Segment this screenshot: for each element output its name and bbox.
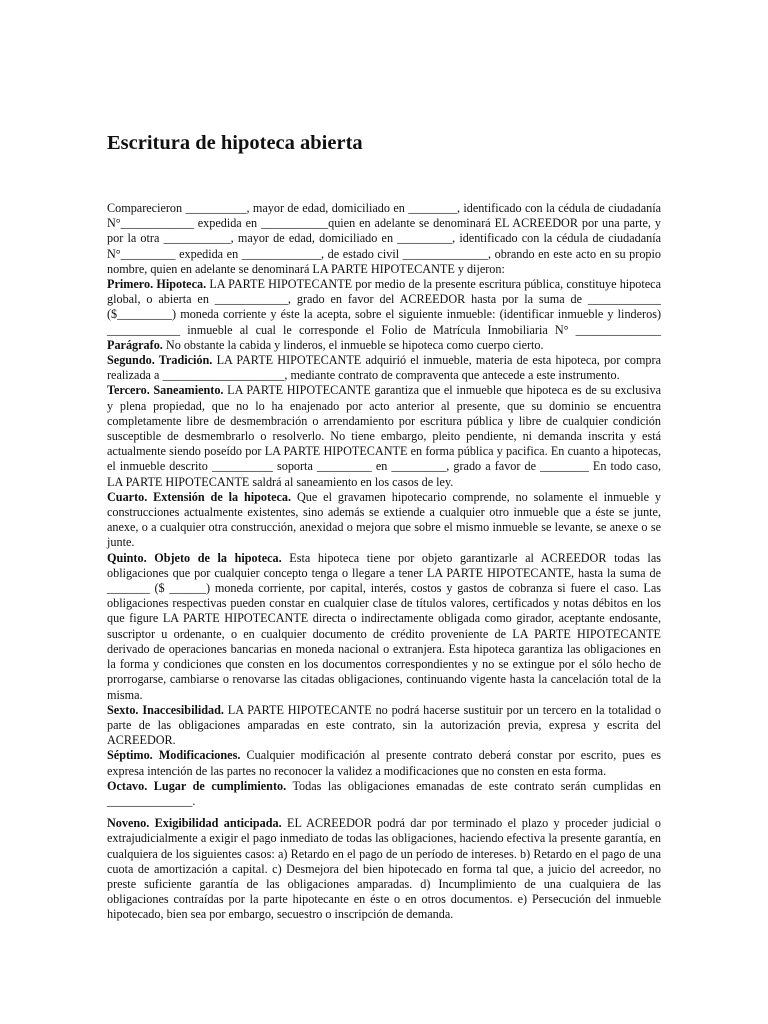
clause-noveno: [107, 816, 661, 922]
clause-text: Esta hipoteca tiene por objeto garantizarle al ACREEDOR todas las obligaciones que por cualquier concepto tenga o llegare a tener LA PARTE HIPOTECANTE, hasta la suma de _______ ($ ______) moneda corriente, por capital, interés, costos y gastos de cobranza si fuere el caso. Las obligaciones respectivas pueden constar en cualquier clase de títulos valores, certificados y notas débitos en los que figure LA PARTE HIPOTECANTE directa o indirectamente obligada como girador, aceptante endosante, suscriptor u ordenante, o en cualquier documento de crédito proveniente de LA PARTE HIPOTECANTE derivado de operaciones bancarias en moneda nacional o extranjera. Esta hipoteca garantiza las obligaciones en la forma y condiciones que consten en los documentos correspondientes y no se extingue por el sólo hecho de prorrogarse, cambiarse o renovarse las citadas obligaciones, continuando vigente hasta la cancelación total de la misma.: [107, 550, 661, 702]
clause-octavo: [107, 779, 661, 809]
clause-text: LA PARTE HIPOTECANTE no podrá hacerse sustituir por un tercero en la totalidad o parte de las obligaciones amparadas en este contrato, sin la autorización previa, expresa y escrita del ACREEDOR.: [107, 702, 662, 748]
paragrafo-text: No obstante la cabida y linderos, el inmueble se hipoteca como cuerpo cierto.: [162, 337, 544, 352]
clause-heading: Noveno. Exigibilidad anticipada.: [107, 816, 282, 831]
clause-heading: Primero. Hipoteca.: [107, 277, 207, 292]
clause-heading: Sexto. Inaccesibilidad.: [107, 702, 224, 717]
clause-text: LA PARTE HIPOTECANTE adquirió el inmueble, materia de esta hipoteca, por compra realizada a ____________________, mediante contrato de compraventa que antecede a este instrumento.: [107, 353, 661, 383]
clause-heading: Tercero. Saneamiento.: [107, 383, 224, 398]
clause-text: LA PARTE HIPOTECANTE garantiza que el inmueble que hipoteca es de su exclusiva y plena propiedad, que no lo ha enajenado por acto anterior al presente, que su dominio se encuentra completamente libre de desmembración o arrendamiento por escritura pública y libre de cualquier condición susceptible de desmembrarlo o resolverlo. No tiene embargo, pleito pendiente, ni demanda inscrita y está actualmente siendo poseído por LA PARTE HIPOTECANTE en forma pública y pacifica. En cuanto a hipotecas, el inmueble descrito __________ soporta _________ en _________, grado a favor de ________ En todo caso, LA PARTE HIPOTECANTE saldrá al saneamiento en los casos de ley.: [107, 383, 661, 489]
clause-text: Que el gravamen hipotecario comprende, no solamente el inmueble y construcciones actualmente existentes, sino además se extiende a cualquier otro inmueble que a éste se junte, anexe, o a cualquier otra construcción, anexidad o mejora que sobre el mismo inmueble se levante, se anexe o se junte.: [107, 489, 661, 550]
clause-sexto: [107, 703, 661, 749]
clause-cuarto: [107, 490, 661, 551]
document-body: [107, 201, 661, 923]
clause-primero: [107, 277, 661, 353]
clause-text: Cualquier modificación al presente contrato deberá constar por escrito, pues es expresa intención de las partes no reconocer la validez a modificaciones que no consten en esta forma.: [107, 748, 661, 778]
paragraph-gap: [107, 809, 661, 816]
paragrafo-heading: Parágrafo.: [107, 337, 163, 352]
clause-segundo: [107, 353, 661, 383]
clause-heading: Segundo. Tradición.: [107, 353, 213, 368]
intro-paragraph: Comparecieron __________, mayor de edad, domiciliado en ________, identificado con la cédula de ciudadanía N°____________ expedida en ___________quien en adelante se denominará EL ACREEDOR por una parte, y por la otra ___________, mayor de edad, domiciliado en _________, identificado con la cédula de ciudadanía N°_________ expedida en _____________, de estado civil ______________, obrando en este acto en su propio nombre, quien en adelante se denominará LA PARTE HIPOTECANTE y dijeron:: [107, 201, 661, 276]
clause-text: LA PARTE HIPOTECANTE por medio de la presente escritura pública, constituye hipoteca global, o abierta en ____________, grado en favor del ACREEDOR hasta por la suma de ____________ ($_________) moneda corriente y éste la acepta, sobre el siguiente inmueble: (identificar inmueble y linderos) ____________ inmueble al cual le corresponde el Folio de Matrícula Inmobiliaria N° ______________: [107, 277, 661, 337]
clause-heading: Séptimo. Modificaciones.: [107, 748, 241, 763]
clause-heading: Cuarto. Extensión de la hipoteca.: [107, 489, 292, 504]
clause-tercero: [107, 383, 661, 489]
clause-septimo: [107, 748, 661, 778]
document-title: Escritura de hipoteca abierta: [107, 132, 363, 154]
clause-text: Todas las obligaciones emanadas de este contrato serán cumplidas en ______________.: [107, 778, 662, 808]
clause-heading: Octavo. Lugar de cumplimiento.: [107, 778, 287, 793]
clause-quinto: [107, 551, 661, 703]
clause-heading: Quinto. Objeto de la hipoteca.: [107, 550, 282, 565]
clause-text: EL ACREEDOR podrá dar por terminado el plazo y proceder judicial o extrajudicialmente a exigir el pago inmediato de todas las obligaciones, haciendo efectiva la presente garantía, en cualquiera de los siguientes casos: a) Retardo en el pago de un período de intereses. b) Retardo en el pago de una cuota de amortización a capital. c) Desmejora del bien hipotecado en forma tal que, a juicio del acreedor, no preste suficiente garantía de las obligaciones amparadas. d) Incumplimiento de una cualquiera de las obligaciones contraídas por la parte hipotecante en éste o en otros documentos. e) Persecución del inmueble hipotecado, bien sea por embargo, secuestro o inscripción de demanda.: [107, 816, 661, 922]
